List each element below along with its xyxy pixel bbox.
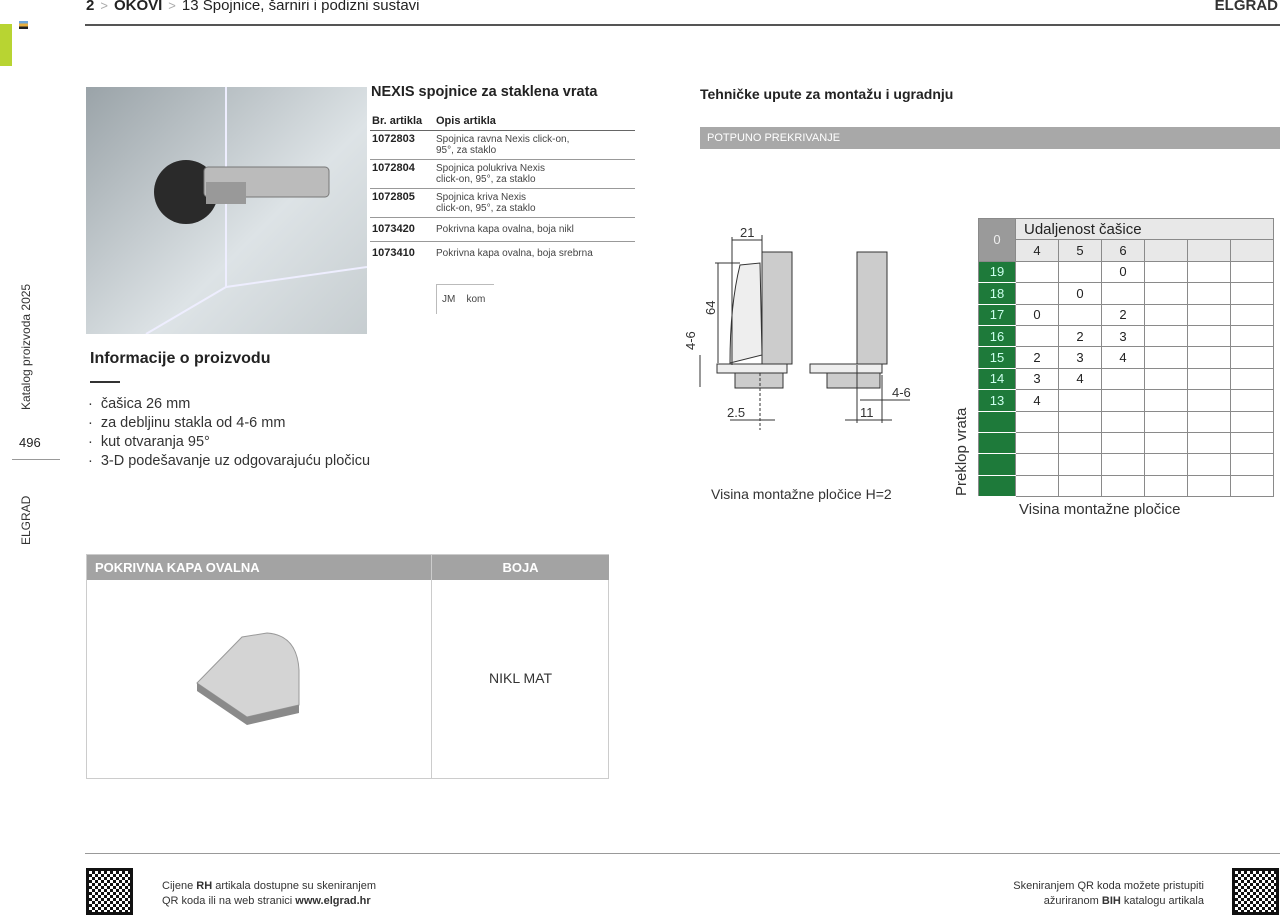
grid-cell [1188,390,1231,411]
grid-cell [1145,325,1188,346]
grid-cell [1188,411,1231,432]
grid-cell [1059,454,1102,475]
grid-cell [1016,432,1059,453]
grid-cell [1102,475,1145,496]
table-row: 1072803 Spojnica ravna Nexis click-on, 95°, za staklo [370,131,635,160]
sidebar-brand: ELGRAD [19,495,33,545]
page-number: 496 [19,435,41,450]
grid-cell [1188,261,1231,282]
grid-cell [1102,432,1145,453]
grid-cell [1188,454,1231,475]
col-header: 5 [1059,240,1102,261]
grid-cell [1188,304,1231,325]
grid-cell: 0 [1059,283,1102,304]
grid-cell [1145,390,1188,411]
col-header: 4 [1016,240,1059,261]
grid-cell [1231,368,1274,389]
col-header: Br. artikla [370,112,434,131]
footer-left: Cijene RH artikala dostupne su skeniranjem QR koda ili na web stranici www.elgrad.hr [162,880,377,907]
breadcrumb: 2 > OKOVI > 13 Spojnice, šarniri i podizni sustavi [86,0,420,14]
grid-cell [1231,283,1274,304]
grid-cell [1188,283,1231,304]
list-item: · kut otvaranja 95° [88,433,370,452]
row-header [979,454,1016,475]
grid-cell: 4 [1102,347,1145,368]
grid-cell [1188,325,1231,346]
row-header: 14 [979,368,1016,389]
grid-cell [1102,368,1145,389]
website-link[interactable]: www.elgrad.hr [295,895,371,907]
unit-box: JM kom [436,284,494,314]
grid-cell [1188,432,1231,453]
grid-cell: 2 [1059,325,1102,346]
grid-cell: 3 [1059,347,1102,368]
dim-label: 4-6 [892,385,911,400]
header-brand: ELGRAD [1214,0,1278,14]
chapter-tab [0,24,12,66]
corner-cell: 0 [979,219,1016,262]
col-header: 6 [1102,240,1145,261]
grid-cell [1102,390,1145,411]
grid-cell: 3 [1102,325,1145,346]
grid-cell [1145,454,1188,475]
technical-title: Tehničke upute za montažu i ugradnju [700,86,954,102]
grid-cell [1059,390,1102,411]
footer-divider [85,853,1280,854]
section-bar: POTPUNO PREKRIVANJE [700,127,1280,149]
grid-cell [1016,411,1059,432]
table-row [979,411,1274,432]
table-row [979,454,1274,475]
grid-cell [1231,432,1274,453]
product-title: NEXIS spojnice za staklena vrata [371,84,598,100]
article-table [370,112,635,265]
cap-color: NIKL MAT [488,670,552,686]
divider [12,459,60,460]
grid-cell [1102,454,1145,475]
grid-cell [1188,347,1231,368]
catalog-label: Katalog proizvoda 2025 [19,283,33,410]
grid-cell [1102,283,1145,304]
table-row [979,283,1274,304]
grid-cell: 2 [1102,304,1145,325]
drawing-caption: Visina montažne pločice H=2 [711,486,892,502]
row-header [979,475,1016,496]
dim-label: 11 [860,405,874,420]
col-header [1231,240,1274,261]
col-header [1188,240,1231,261]
row-header: 15 [979,347,1016,368]
breadcrumb-subsection[interactable]: 13 Spojnice, šarniri i podizni sustavi [181,0,420,14]
table-row [979,368,1274,389]
grid-cell: 4 [1059,368,1102,389]
grid-cell [1231,261,1274,282]
grid-cell [1145,475,1188,496]
table-row: 1073410 Pokrivna kapa ovalna, boja srebrna [372,247,593,259]
grid-xlabel: Visina montažne pločice [1019,501,1181,518]
grid-cell: 4 [1016,390,1059,411]
grid-cell [1145,283,1188,304]
grid-cell [1059,432,1102,453]
grid-cell [1145,368,1188,389]
row-header [979,411,1016,432]
footer-right: Skeniranjem QR koda možete pristupiti ažuriranom BIH katalogu artikala [1013,880,1204,907]
table-row [979,261,1274,282]
grid-cell [1145,347,1188,368]
grid-cell [1059,411,1102,432]
grid-cell [1188,368,1231,389]
col-header: BOJA [432,555,609,580]
product-image [86,87,367,334]
table-row: 1073420 Pokrivna kapa ovalna, boja nikl [370,218,635,242]
mounting-drawing [680,215,930,445]
row-header: 17 [979,304,1016,325]
grid-cell [1059,261,1102,282]
table-row [979,390,1274,411]
table-row [979,475,1274,496]
flag-icon [19,21,28,29]
grid-cell [1231,347,1274,368]
info-list [88,395,370,471]
col-header: POKRIVNA KAPA OVALNA [87,555,431,580]
grid-cell [1188,475,1231,496]
dim-label: 64 [703,300,718,315]
row-header: 16 [979,325,1016,346]
grid-cell: 2 [1016,347,1059,368]
grid-cell [1059,475,1102,496]
info-title: Informacije o proizvodu [90,350,271,367]
list-item: · za debljinu stakla od 4-6 mm [88,414,370,433]
col-header [1145,240,1188,261]
grid-cell: 3 [1016,368,1059,389]
table-row [979,432,1274,453]
grid-cell [1016,454,1059,475]
grid-cell [1145,304,1188,325]
grid-title: Udaljenost čašice [1016,219,1274,240]
qr-code-rh[interactable] [86,868,133,915]
grid-cell [1231,325,1274,346]
list-item: · čašica 26 mm [88,395,370,414]
grid-cell: 0 [1016,304,1059,325]
grid-cell [1016,261,1059,282]
breadcrumb-chapter[interactable]: 2 [86,0,95,14]
qr-code-bih[interactable] [1232,868,1279,915]
row-header: 13 [979,390,1016,411]
grid-cell [1145,432,1188,453]
table-row: 1072804 Spojnica polukriva Nexis click-on, 95°, za staklo [370,160,635,189]
grid-cell [1102,411,1145,432]
table-row [979,347,1274,368]
grid-cell [1016,475,1059,496]
overlap-table [978,218,1274,497]
grid-cell [1145,411,1188,432]
dim-label: 21 [740,225,755,240]
grid-cell [1231,411,1274,432]
cover-cap-image [187,625,317,735]
table-row [979,325,1274,346]
grid-cell [1231,390,1274,411]
col-header: Opis artikla [434,112,635,131]
list-item: · 3-D podešavanje uz odgovarajuću pločicu [88,452,370,471]
row-header [979,432,1016,453]
dim-label: 2.5 [727,405,746,420]
cover-cap-table [86,554,609,779]
hinge-illustration [86,87,367,334]
row-header: 19 [979,261,1016,282]
header-divider [85,24,1280,26]
grid-ylabel: Preklop vrata [953,407,970,496]
grid-cell [1016,283,1059,304]
grid-cell [1016,325,1059,346]
grid-cell [1231,304,1274,325]
table-row [979,304,1274,325]
grid-cell [1231,454,1274,475]
row-header: 18 [979,283,1016,304]
grid-cell [1231,475,1274,496]
breadcrumb-section[interactable]: OKOVI [113,0,163,14]
table-row: 1072805 Spojnica kriva Nexis click-on, 95°, za staklo [370,189,635,218]
title-underline [90,381,120,383]
dim-label: 4-6 [683,331,698,350]
grid-cell: 0 [1102,261,1145,282]
grid-cell [1145,261,1188,282]
grid-cell [1059,304,1102,325]
